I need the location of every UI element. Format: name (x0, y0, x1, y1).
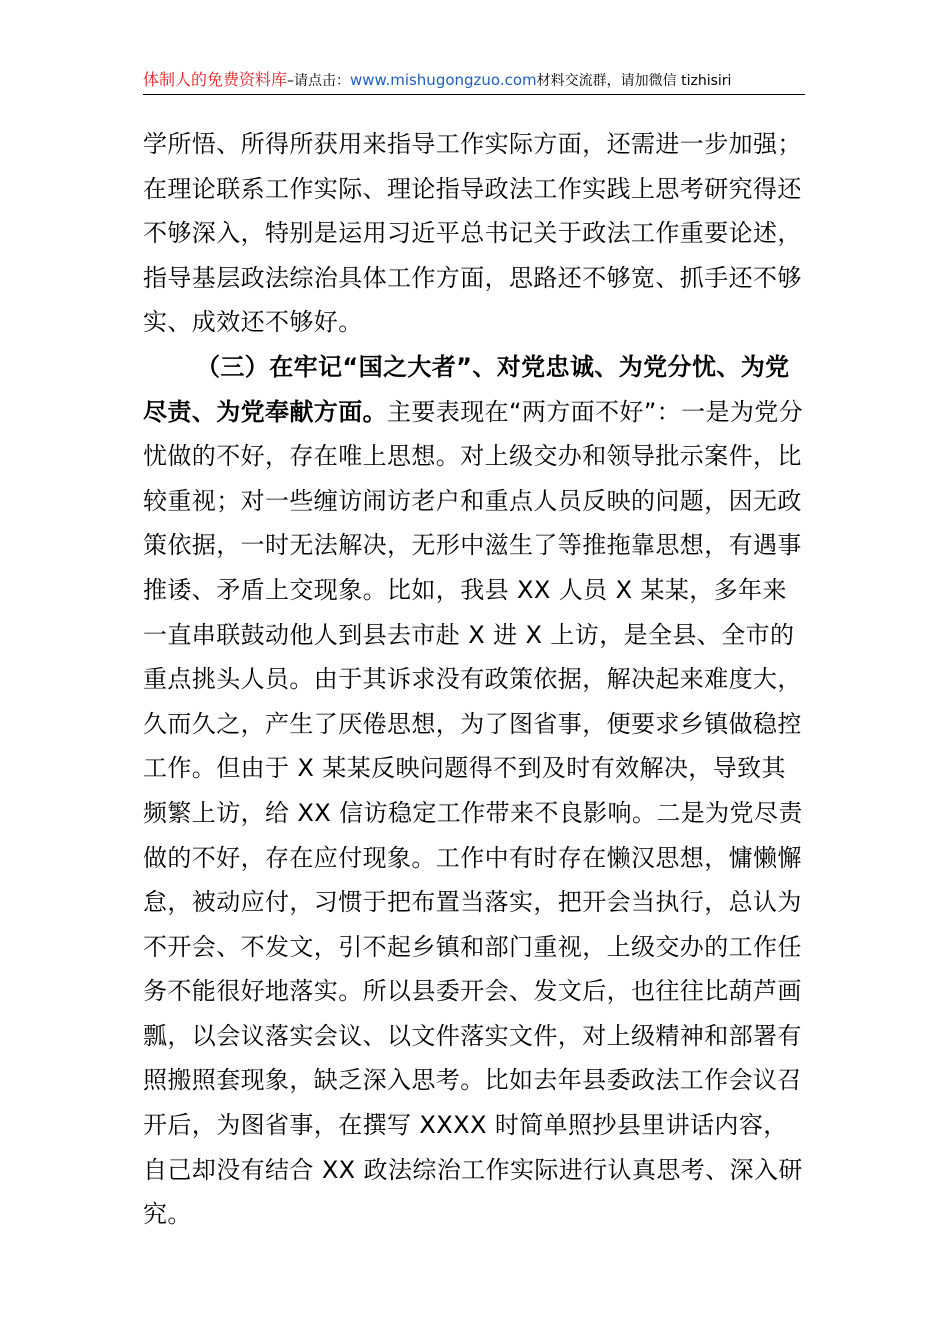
document-body (143, 122, 809, 1237)
paragraph-1-text: 学所悟、所得所获用来指导工作实际方面，还需进一步加强；在理论联系工作实际、理论指导政法工作实践上思考研究得还不够深入，特别是运用习近平总书记关于政法工作重要论述，指导基层政法综治具体工作方面，思路还不够宽、抓手还不够实、成效还不够好。 (143, 130, 802, 337)
header-link[interactable]: www.mishugongzuo.com (350, 71, 537, 89)
paragraph-2-text: 主要表现在“两方面不好”：一是为党分忧做的不好，存在唯上思想。对上级交办和领导批示案件，比较重视；对一些缠访闹访老户和重点人员反映的问题，因无政策依据，一时无法解决，无形中滋生了等推拖靠思想，有遇事推诿、矛盾上交现象。比如，我县 XX 人员 X 某某，多年来一直串联鼓动他人到县去市赴 X 进 X 上访，是全县、全市的重点挑头人员。由于其诉求没有政策依据，解决起来难度大，久而久之，产生了厌倦思想，为了图省事，便要求乡镇做稳控工作。但由于 X 某某反映问题得不到及时有效解决，导致其频繁上访，给 XX 信访稳定工作带来不良影响。二是为党尽责做的不好，存在应付现象。工作中有时存在懒汉思想，慵懒懈怠，被动应付，习惯于把布置当落实，把开会当执行，总认为不开会、不发文，引不起乡镇和部门重视，上级交办的工作任务不能很好地落实。所以县委开会、发文后，也往往比葫芦画瓢，以会议落实会议、以文件落实文件，对上级精神和部署有照搬照套现象，缺乏深入思考。比如去年县委政法工作会议召开后，为图省事，在撰写 XXXX 时简单照抄县里讲话内容，自己却没有结合 XX 政法综治工作实际进行认真思考、深入研究。 (143, 397, 804, 1229)
paragraph-2-heading: （三）在牢记“国之大者”、对党忠诚、为党分忧、为党尽责、为党奉献方面。 (143, 352, 790, 426)
header-contact: 材料交流群，请加微信 tizhisiri (536, 73, 732, 89)
paragraph-2 (143, 345, 809, 1237)
page-header (143, 66, 805, 95)
header-brand: 体制人的免费资料库 (143, 70, 288, 89)
paragraph-1 (143, 122, 809, 345)
header-prompt: –请点击： (287, 73, 351, 89)
